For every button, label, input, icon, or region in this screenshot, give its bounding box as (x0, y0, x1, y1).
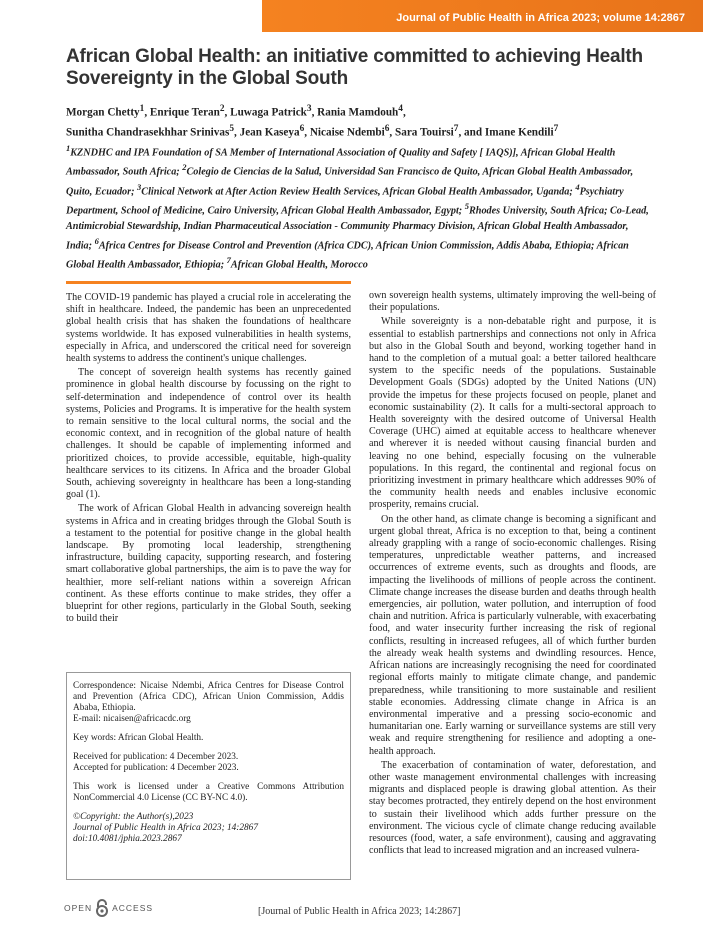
author-name: Nicaise Ndembi (309, 126, 385, 139)
email-link[interactable]: E-mail: nicaisen@africacdc.org (73, 714, 191, 724)
affiliation-sup: 3 (137, 181, 142, 192)
affiliations (66, 141, 656, 272)
affiliation-text: African Global Health, Morocco (230, 259, 368, 271)
author-name: Luwaga Patrick (230, 106, 307, 119)
article-info-box (66, 672, 351, 880)
doi-link[interactable]: doi:10.4081/jphia.2023.2867 (73, 834, 182, 844)
author-affiliation-sup: 7 (553, 123, 559, 134)
correspondence: Correspondence: Nicaise Ndembi, Africa Centres for Disease Control and Prevention (Africa CDC), African Union Commission, Addis Ababa, Ethiopia. (73, 681, 344, 713)
access-label: ACCESS (112, 903, 154, 913)
affiliation-text: Rhodes University, South Africa; Co-Lead, Antimicrobial Stewardship, Indian Pharmaceutical Association - Community Pharmacy Division, African Global Health Ambassador, India; (66, 205, 649, 251)
paragraph: The COVID-19 pandemic has played a crucial role in accelerating the shift in healthcare. Indeed, the pandemic has been an unprecedented global health crisis that has shaken the foundations of healthcare systems worldwide. It has exposed vulnerabilities in health systems, especially in Africa, and underscored the critical need for sovereign health systems to address the continent's unique challenges. (66, 292, 351, 365)
paragraph: own sovereign health systems, ultimately improving the well-being of their populations. (369, 290, 656, 314)
article-title: African Global Health: an initiative committed to achieving Health Sovereignty in the Global South (66, 46, 643, 89)
author-affiliation-sup: 1 (139, 104, 145, 114)
author-name: Rania Mamdouh (317, 106, 399, 119)
affiliation-sup: 4 (575, 181, 580, 192)
body-column-right (369, 290, 656, 859)
affiliation-text: Africa Centres for Disease Control and Prevention (Africa CDC), African Union Commission, Addis Ababa, Ethiopia; African Global Health Ambassador, Ethiopia; (66, 239, 629, 271)
affiliation-sup: 7 (226, 254, 231, 265)
paragraph: On the other hand, as climate change is becoming a significant and urgent global threat, Africa is no exception to that, being a continent already grappling with a range of socio-economic challenges. Rising temperatures, unpredictable weather patterns, and increased occurrences of extreme events, such as droughts and floods, are impacting the livelihoods of millions of people across the continent. Climate change increases the disease burden and deaths through health emergencies, air pollution, water pollution, and interruption of food chain and nutrition. Africa is particularly vulnerable, with exacerbating food, and water insecurity further increasing the risk of regional conflicts, resulting in increased refugees, all of which further burden the already weak health systems and dwindling resources. Hence, African nations are increasingly recognising the need for coordinated regional efforts mainly to mitigate climate change, and pandemic preparedness, while transitioning to more sustainable and resilient stable economies. Addressing climate change in Africa is an environmental imperative and a pressing socio-economic and humanitarian one. Early warning or surveillance systems are still very weak and require strengthening for resilience and adopting a one-health approach. (369, 513, 657, 757)
author-name: Enrique Teran (149, 106, 220, 119)
author-affiliation-sup: 5 (229, 123, 234, 134)
author-name: Sara Touirsi (395, 126, 454, 139)
body-column-left (66, 292, 351, 627)
author-affiliation-sup: 3 (306, 104, 312, 114)
journal-header-band: Journal of Public Health in Africa 2023; volume 14:2867 (262, 0, 703, 32)
citation: Journal of Public Health in Africa 2023; 14:2867 (73, 823, 258, 833)
received-date: Received for publication: 4 December 2023. (73, 752, 239, 762)
license-text: This work is licensed under a Creative Commons Attribution NonCommercial 4.0 License (CC BY-NC 4.0). (73, 782, 344, 803)
author-name: Imane Kendili (484, 126, 554, 139)
author-affiliation-sup: 6 (384, 123, 390, 134)
affiliation-sup: 6 (94, 235, 99, 246)
copyright: ©Copyright: the Author(s),2023 (73, 812, 194, 822)
author-list: Morgan Chetty$^1$, Enrique Teran$^2$, Luwaga Patrick$^3$, Rania Mamdouh$^4$, Sunitha Chandrasekhhar Srinivas$^5$, Jean Kaseya$^6$, Nicaise Ndembi$^6$, Sara Touirsi$^7$, and Imane Kendili$^7$ (66, 104, 559, 139)
author-name: Morgan Chetty (66, 106, 140, 119)
affiliation-text: Colegio de Ciencias de la Salud, Universidad San Francisco de Quito, African Global Health Ambassador, Quito, Ecuador; (66, 166, 634, 198)
author-affiliation-sup: 4 (398, 104, 403, 114)
accepted-date: Accepted for publication: 4 December 2023. (73, 763, 239, 773)
affiliation-text: KZNDHC and IPA Foundation of SA Member of International Association of Quality and Safety [ IAQS)], African Global Health Ambassador, South Africa; (66, 147, 616, 178)
open-access-lock-icon (95, 899, 109, 917)
footer-citation: [Journal of Public Health in Africa 2023; 14:2867] (258, 906, 461, 917)
affiliation-text: Clinical Network at After Action Review Health Services, African Global Health Ambassador, Uganda; (141, 186, 576, 198)
author-name: Jean Kaseya (239, 126, 300, 139)
affiliation-sup: 5 (464, 201, 469, 212)
author-affiliation-sup: 7 (453, 123, 459, 134)
affiliation-sup: 2 (182, 162, 187, 173)
affiliation-sup: 1 (66, 143, 71, 153)
paragraph: The work of African Global Health in advancing sovereign health systems in Africa and in creating bridges through the Global South is a testament to the potential for positive change in the global health landscape. By promoting local leadership, strengthening infrastructure, building capacity, supporting research, and fostering smart collaborative global partnerships, the aim is to pave the way for healthier, more self-reliant nations within a sovereign African continent. As these efforts continue to make strides, they offer a blueprint for other regions, particularly in the Global South, seeking to build their (66, 503, 351, 625)
section-divider (66, 281, 351, 284)
paragraph: While sovereignty is a non-debatable right and purpose, it is essential to establish partnerships and connections not only in Africa but also in the Global South and beyond, working together hand in hand to the completion of a mutual goal: a better tailored healthcare system to the specific needs of the populations. Sustainable Development Goals (SDGs) adopted by the United Nations (UN) provide the impetus for these projects focused on people, planet and economic sustainability (2). It calls for a multi-sectoral approach to Health sovereignty with the desired outcome of Universal Health Coverage (UHC) aimed at equitable access to healthcare whenever and wherever it is needed without causing financial burden and leaving no one behind, especially focusing on the vulnerable populations. In this regard, the continental and regional focus on prioritizing investment in primary healthcare which addresses 90% of the community health needs and enables inclusive economic prosperity, remains crucial. (369, 316, 656, 511)
author-name: Sunitha Chandrasekhhar Srinivas (66, 126, 230, 139)
open-access-badge (64, 898, 153, 918)
open-label: OPEN (64, 903, 93, 913)
paragraph: The concept of sovereign health systems has recently gained prominence in global health discourse by focussing on the right to self-determination and independence of control over its health systems, Policies and Programs. It is imperative for the health system to remain sensitive to the local cultural norms, the social and the economic context, and in recognition of the global nature of health challenges. It should be capable of implementing informed and prioritized choices, to provide accessible, equitable, high-quality healthcare services to its citizens. In Africa and the broader Global South, achieving sovereignty in healthcare has been a long-standing goal (1). (66, 367, 351, 501)
affiliation-text: Psychiatry Department, School of Medicine, Cairo University, African Global Health Ambassador, Egypt; (66, 186, 624, 217)
keywords: Key words: African Global Health. (73, 733, 204, 743)
author-affiliation-sup: 6 (299, 123, 305, 134)
author-affiliation-sup: 2 (219, 104, 225, 114)
paragraph: The exacerbation of contamination of water, deforestation, and other waste management environmental challenges with increasing migrants and displaced people is drawing global attention. As their stay becomes protracted, they entirely depend on the host environment to sustain their livelihood which adds further pressure on the environment. The vicious cycle of climate change reducing available resources (food, water, a safe environment), causing and aggravating conflicts that lead to increased migration and an increased vulnera- (369, 759, 656, 857)
